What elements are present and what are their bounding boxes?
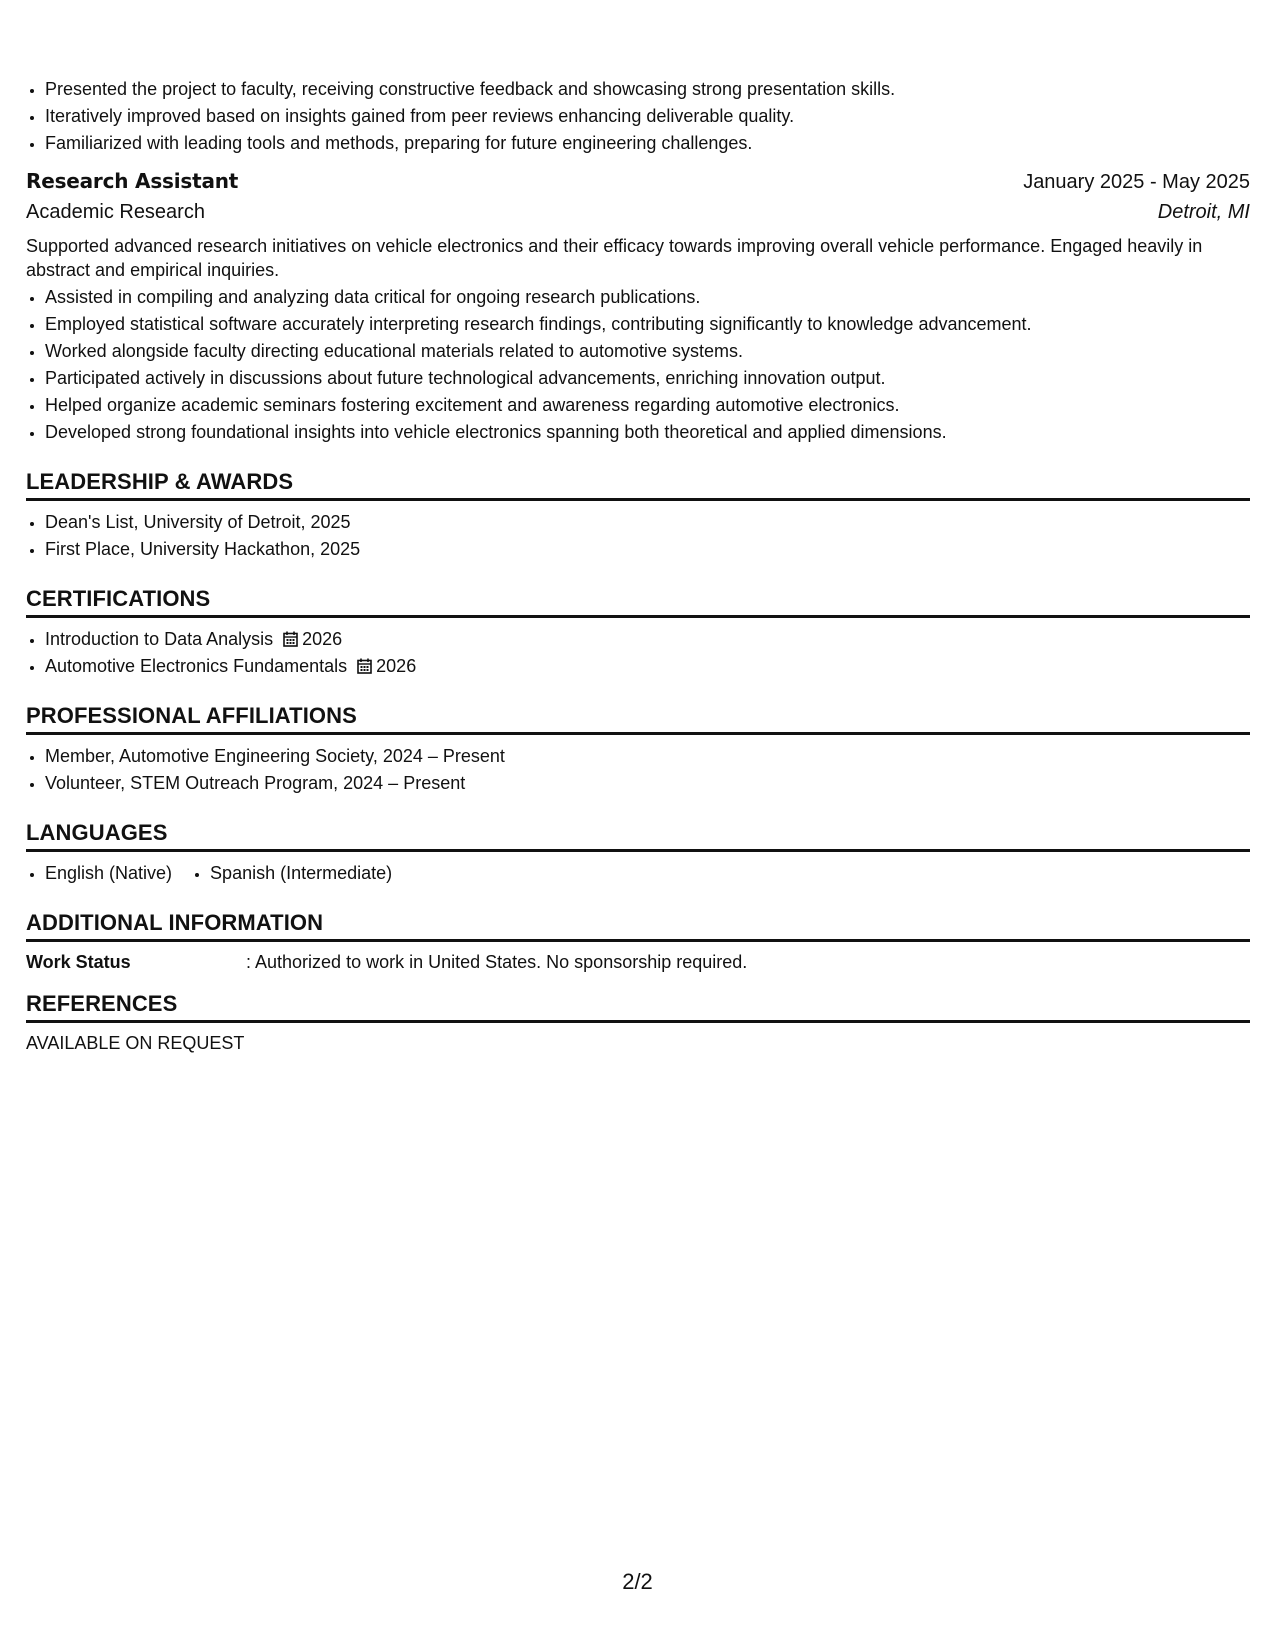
calendar-icon [357,658,372,674]
work-status-row [26,950,1250,974]
certifications-section [26,585,1250,680]
certification-name: Automotive Electronics Fundamentals [45,656,348,676]
list-item: • Helped organize academic seminars fostering excitement and awareness regarding automotive electronics. [45,392,1250,419]
list-item: • English (Native) [45,860,172,887]
list-item: • Dean's List, University of Detroit, 2025 [45,509,1250,536]
list-item: • Iteratively improved based on insights gained from peer reviews enhancing deliverable quality. [45,103,1250,130]
section-title: CERTIFICATIONS [26,585,1250,618]
references-text: AVAILABLE ON REQUEST [26,1033,245,1053]
list-item: • First Place, University Hackathon, 2025 [45,536,1250,563]
certification-year: 2026 [302,629,343,649]
languages-list [26,860,430,887]
languages-row [26,860,1250,887]
job-summary: Supported advanced research initiatives on vehicle electronics and their efficacy towards improving overall vehicle performance. Engaged heavily in abstract and empirical inquiries. [26,236,1203,280]
list-item [45,626,1250,653]
job-subheader [26,196,1250,228]
page-number: 2/2 [622,1569,653,1594]
leadership-list [26,509,1250,563]
references-section [26,990,1250,1055]
job-header [26,165,1250,198]
list-item: • Developed strong foundational insights into vehicle electronics spanning both theoretical and applied dimensions. [45,419,1250,446]
job-entry [26,165,1250,446]
additional-section [26,909,1250,974]
job-organization: Academic Research [26,201,205,223]
section-title: LEADERSHIP & AWARDS [26,468,1250,501]
calendar-icon [283,631,298,647]
list-item: • Presented the project to faculty, receiving constructive feedback and showcasing strong presentation skills. [45,76,1250,103]
section-title: ADDITIONAL INFORMATION [26,909,1250,942]
work-status-value: : Authorized to work in United States. No sponsorship required. [246,952,748,972]
list-item: • Worked alongside faculty directing educational materials related to automotive systems. [45,338,1250,365]
work-status-label: Work Status [26,952,131,972]
list-item: • Assisted in compiling and analyzing data critical for ongoing research publications. [45,284,1250,311]
affiliations-section [26,702,1250,797]
job-title: Research Assistant [26,169,239,193]
section-title: PROFESSIONAL AFFILIATIONS [26,702,1250,735]
languages-section [26,819,1250,887]
list-item: • Employed statistical software accurately interpreting research findings, contributing significantly to knowledge advancement. [45,311,1250,338]
certification-name: Introduction to Data Analysis [45,629,274,649]
job-location: Detroit, MI [1157,201,1250,223]
section-title: REFERENCES [26,990,1250,1023]
list-item: • Spanish (Intermediate) [210,860,392,887]
affiliations-list [26,743,1250,797]
list-item: • Volunteer, STEM Outreach Program, 2024 – Present [45,770,1250,797]
list-item [45,653,1250,680]
list-item: • Familiarized with leading tools and methods, preparing for future engineering challenges. [45,130,1250,157]
list-item: • Member, Automotive Engineering Society, 2024 – Present [45,743,1250,770]
certifications-list [26,626,1250,680]
resume-page [26,76,1250,1055]
certification-year: 2026 [376,656,417,676]
list-item: • Participated actively in discussions about future technological advancements, enriching innovation output. [45,365,1250,392]
job-bullets [26,284,1250,446]
section-title: LANGUAGES [26,819,1250,852]
project-bullets [26,76,1250,157]
job-dates: January 2025 - May 2025 [1023,171,1250,193]
leadership-section [26,468,1250,563]
